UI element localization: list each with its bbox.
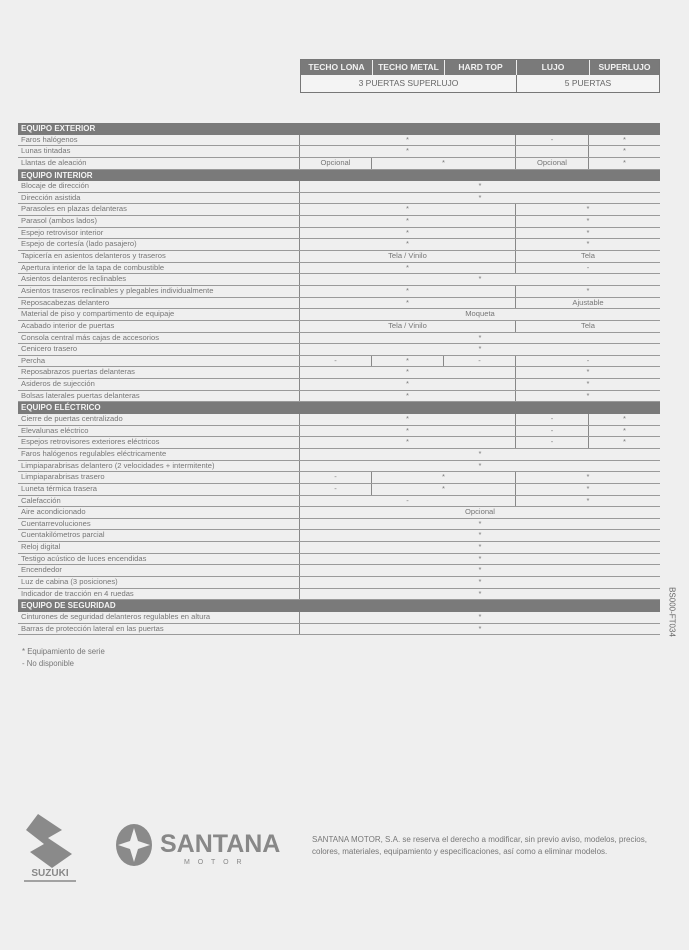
feature-value: * [372,472,516,483]
feature-value: * [300,135,516,146]
feature-value: * [623,437,626,447]
table-row [18,437,660,449]
table-row [18,484,660,496]
table-row [18,367,660,379]
section-header: EQUIPO ELÉCTRICO [18,402,660,414]
feature-label: Calefacción [18,496,300,507]
feature-label: Parasoles en plazas delanteras [18,204,300,215]
section-header: EQUIPO EXTERIOR [18,123,660,135]
feature-label: Aire acondicionado [18,507,300,518]
feature-label: Reloj digital [18,542,300,553]
feature-value: * [300,426,516,437]
feature-value: * [623,134,626,144]
feature-value: Tela [581,251,595,261]
feature-value: * [478,192,482,202]
feature-label: Barras de protección lateral en las puertas [18,624,300,635]
feature-value: * [300,437,516,448]
feature-value: * [300,391,516,402]
table-row [18,146,660,158]
table-row [18,344,660,356]
feature-value: * [586,227,590,237]
feature-label: Bolsas laterales puertas delanteras [18,391,300,402]
feature-value: * [478,623,482,633]
table-row [18,204,660,216]
feature-label: Cuentakilómetros parcial [18,530,300,541]
feature-value: * [586,390,590,400]
table-row [18,216,660,228]
table-row [18,251,660,263]
table-row [18,309,660,321]
feature-value: * [586,483,590,493]
table-row [18,286,660,298]
table-row [18,379,660,391]
document-code: BS000-FT034 [667,587,677,637]
feature-value: - [300,496,516,507]
group-5-puertas: 5 PUERTAS [564,78,612,88]
feature-value: * [300,414,516,425]
table-row [18,426,660,438]
feature-value: * [300,216,516,227]
feature-value: * [300,286,516,297]
feature-label: Llantas de aleación [18,158,300,169]
feature-value: - [444,356,516,367]
feature-label: Luz de cabina (3 posiciones) [18,577,300,588]
feature-value: Moqueta [465,309,495,319]
feature-value: * [478,332,482,342]
feature-value: * [478,588,482,598]
table-row [18,298,660,310]
feature-value: * [586,204,590,214]
table-row [18,472,660,484]
feature-value: Opcional [516,158,589,169]
feature-label: Espejo retrovisor interior [18,228,300,239]
feature-value: - [586,355,590,365]
feature-label: Limpiaparabrisas delantero (2 velocidades + intermitente) [18,461,300,472]
table-row [18,612,660,624]
feature-label: Apertura interior de la tapa de combustible [18,263,300,274]
feature-value: * [300,263,516,274]
feature-value: * [623,157,626,167]
feature-value: * [478,460,482,470]
feature-label: Encendedor [18,565,300,576]
suzuki-logo [22,812,78,887]
feature-value: - [516,437,589,448]
feature-value: * [586,367,590,377]
feature-value: * [586,285,590,295]
feature-label: Material de piso y compartimento de equipaje [18,309,300,320]
feature-value: * [300,228,516,239]
feature-value: * [300,204,516,215]
feature-value: Ajustable [572,297,604,307]
group-3-puertas: 3 PUERTAS SUPERLUJO [301,75,517,92]
feature-label: Asientos traseros reclinables y plegables individualmente [18,286,300,297]
feature-value: Opcional [300,158,372,169]
feature-value: * [478,565,482,575]
feature-value: * [623,425,626,435]
feature-label: Dirección asistida [18,193,300,204]
feature-value: * [586,239,590,249]
feature-value: * [478,274,482,284]
svg-text:SANTANA: SANTANA [160,830,281,858]
feature-label: Testigo acústico de luces encendidas [18,554,300,565]
col-hard-top: HARD TOP [445,60,517,75]
feature-value: - [516,414,589,425]
col-techo-metal: TECHO METAL [373,60,445,75]
table-row [18,461,660,473]
feature-label: Acabado interior de puertas [18,321,300,332]
feature-value: * [372,356,444,367]
feature-value: - [300,472,372,483]
section-header: EQUIPO DE SEGURIDAD [18,600,660,612]
table-row [18,519,660,531]
feature-value: * [478,611,482,621]
feature-value: * [478,344,482,354]
feature-label: Indicador de tracción en 4 ruedas [18,589,300,600]
feature-value: - [516,135,589,146]
suzuki-s-icon [22,812,78,882]
feature-value: * [300,146,516,157]
feature-value: Tela / Vinilo [300,251,516,262]
table-row [18,228,660,240]
feature-value: * [300,239,516,250]
table-row [18,274,660,286]
table-row [18,333,660,345]
col-techo-lona: TECHO LONA [301,60,373,75]
feature-value: * [586,472,590,482]
feature-label: Reposacabezas delantero [18,298,300,309]
table-row [18,554,660,566]
feature-value: * [478,530,482,540]
table-row [18,158,660,170]
feature-value: * [586,216,590,226]
feature-label: Luneta térmica trasera [18,484,300,495]
col-superlujo: SUPERLUJO [598,62,651,72]
feature-value: Tela / Vinilo [300,321,516,332]
table-row [18,589,660,601]
equipment-table [18,123,660,635]
table-row [18,496,660,508]
table-row [18,449,660,461]
feature-value: * [478,518,482,528]
feature-value: * [478,553,482,563]
table-row [18,356,660,368]
feature-label: Faros halógenos [18,135,300,146]
feature-label: Tapicería en asientos delanteros y traseros [18,251,300,262]
legend-notes [22,646,105,670]
feature-label: Blocaje de dirección [18,181,300,192]
svg-text:M O T O R: M O T O R [184,859,245,866]
legal-disclaimer: SANTANA MOTOR, S.A. se reserva el derecho a modificar, sin previo aviso, modelos, precios, colores, materiales, equipamiento y especificaciones, así como a eliminar modelos. [312,835,647,856]
feature-label: Cierre de puertas centralizado [18,414,300,425]
feature-label: Faros halógenos regulables eléctricamente [18,449,300,460]
feature-value: * [623,414,626,424]
note-standard: * Equipamiento de serie [22,647,105,656]
santana-emblem-icon [114,824,294,868]
table-row [18,542,660,554]
svg-text:SUZUKI: SUZUKI [31,868,69,879]
feature-label: Parasol (ambos lados) [18,216,300,227]
feature-value: - [300,356,372,367]
feature-label: Lunas tintadas [18,146,300,157]
feature-value: - [586,262,590,272]
table-row [18,624,660,636]
table-row [18,391,660,403]
feature-value: * [478,181,482,191]
feature-value: * [300,298,516,309]
table-row [18,414,660,426]
feature-label: Percha [18,356,300,367]
feature-label: Limpiaparabrisas trasero [18,472,300,483]
feature-value: Opcional [465,507,495,517]
feature-value: Tela [581,320,595,330]
note-unavailable: - No disponible [22,659,75,668]
feature-label: Espejo de cortesía (lado pasajero) [18,239,300,250]
feature-label: Asideros de sujección [18,379,300,390]
feature-value: - [300,484,372,495]
feature-value: - [516,426,589,437]
feature-label: Cuentarrevoluciones [18,519,300,530]
feature-value: * [586,379,590,389]
feature-value: * [478,542,482,552]
table-row [18,263,660,275]
col-lujo: LUJO [517,60,590,75]
table-row [18,193,660,205]
feature-label: Espejos retrovisores exteriores eléctricos [18,437,300,448]
table-row [18,239,660,251]
feature-label: Asientos delanteros reclinables [18,274,300,285]
feature-label: Consola central más cajas de accesorios [18,333,300,344]
feature-value: * [300,367,516,378]
table-row [18,577,660,589]
table-row [18,565,660,577]
table-row [18,507,660,519]
feature-value: * [372,158,516,169]
table-row [18,181,660,193]
model-header [300,59,660,93]
table-row [18,530,660,542]
feature-label: Reposabrazos puertas delanteras [18,367,300,378]
section-header: EQUIPO INTERIOR [18,170,660,182]
feature-value: * [372,484,516,495]
feature-value [516,146,589,157]
feature-value: * [478,576,482,586]
table-row [18,321,660,333]
table-row [18,135,660,147]
feature-label: Cenicero trasero [18,344,300,355]
feature-label: Elevalunas eléctrico [18,426,300,437]
feature-value: * [586,495,590,505]
feature-label: Cinturones de seguridad delanteros regulables en altura [18,612,300,623]
feature-value: * [300,379,516,390]
feature-value: * [623,146,626,156]
santana-logo [114,824,294,873]
feature-value: * [478,448,482,458]
